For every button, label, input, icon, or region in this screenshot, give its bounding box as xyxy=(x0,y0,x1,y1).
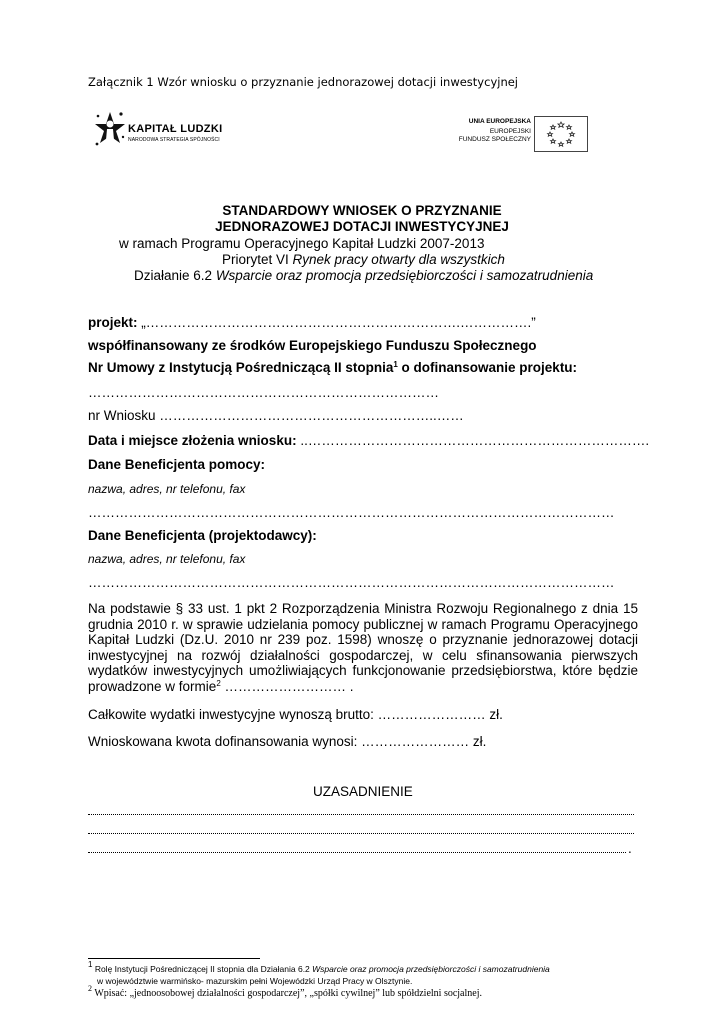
total-expenses-unit: zł. xyxy=(485,707,503,722)
project-label: projekt: xyxy=(88,315,138,330)
application-no-field xyxy=(88,408,464,423)
total-expenses-label: Całkowite wydatki inwestycyjne wynoszą brutto: xyxy=(88,707,378,722)
footnote-rule xyxy=(88,958,260,959)
date-place-field xyxy=(88,433,649,448)
cofinanced-text: współfinansowany ze środków Europejskiego Funduszu Społecznego xyxy=(88,338,537,353)
footnote-1-italic: Wsparcie oraz promocja przedsiębiorczości i samozatrudnienia xyxy=(312,964,550,974)
eu-logo-text xyxy=(440,118,531,150)
application-no-dots[interactable]: ……………………………………………………..…… xyxy=(159,408,464,423)
kapital-ludzki-subtitle: NARODOWA STRATEGIA SPÓJNOŚCI xyxy=(128,137,220,143)
footnote-1 xyxy=(88,960,550,974)
annex-title: Załącznik 1 Wzór wniosku o przyznanie jednorazowej dotacji inwestycyjnej xyxy=(88,75,518,89)
agreement-label-text: Nr Umowy z Instytucją Pośredniczącą II stopnia xyxy=(88,360,394,375)
beneficiary-aid-dots[interactable]: ……………………………………………………………………………………………………… xyxy=(88,505,615,520)
project-field xyxy=(88,315,536,330)
total-expenses-field xyxy=(88,707,503,722)
footnote-1-mark: 1 xyxy=(88,960,93,969)
kapital-ludzki-logo-icon xyxy=(94,110,126,150)
agreement-label xyxy=(88,360,577,375)
footnote-2 xyxy=(88,984,482,999)
beneficiary-aid-hint: nazwa, adres, nr telefonu, fax xyxy=(88,482,246,496)
footnote-1-text: Rolę Instytucji Pośredniczącej II stopnia dla Działania 6.2 xyxy=(92,964,313,974)
date-place-label: Data i miejsce złożenia wniosku: xyxy=(88,433,297,448)
footnote-ref-2: 2 xyxy=(216,678,221,688)
justification-heading: UZASADNIENIE xyxy=(313,784,413,799)
priority-label: Priorytet VI xyxy=(222,252,293,267)
eu-line-3: FUNDUSZ SPOŁECZNY xyxy=(458,136,531,143)
footnote-1-line-2: w województwie warmińsko- mazurskim pełni Wojewódzki Urząd Pracy w Olsztynie. xyxy=(97,976,413,986)
eu-line-1: UNIA EUROPEJSKA xyxy=(468,118,531,125)
eu-flag-icon xyxy=(534,116,588,152)
beneficiary-project-hint: nazwa, adres, nr telefonu, fax xyxy=(88,552,246,566)
justification-line-3[interactable] xyxy=(88,850,626,853)
beneficiary-project-dots[interactable]: ……………………………………………………………………………………………………… xyxy=(88,575,615,590)
footnote-2-mark: 2 xyxy=(88,984,92,993)
title-line-5 xyxy=(134,268,593,283)
title-line-4 xyxy=(222,252,505,267)
agreement-label-suffix: o dofinansowanie projektu: xyxy=(397,360,578,375)
justification-end-mark: . xyxy=(628,841,632,856)
requested-amount-label: Wnioskowana kwota dofinansowania wynosi: xyxy=(88,734,362,749)
total-expenses-value[interactable]: …………………… xyxy=(377,707,486,722)
date-place-dots[interactable]: ..…………………………………………………………………. xyxy=(296,433,650,448)
requested-amount-value[interactable]: …………………… xyxy=(361,734,470,749)
title-line-3: w ramach Programu Operacyjnego Kapitał Ludzki 2007-2013 xyxy=(119,236,485,251)
beneficiary-project-label: Dane Beneficjenta (projektodawcy): xyxy=(88,528,317,543)
eu-line-2: EUROPEJSKI xyxy=(489,128,531,135)
project-dots[interactable]: „…………………………………………………………….…………….” xyxy=(137,315,536,330)
title-line-1: STANDARDOWY WNIOSEK O PRZYZNANIE xyxy=(222,203,502,218)
agreement-dots[interactable]: …………………………………………………………………… xyxy=(88,385,439,400)
beneficiary-aid-label: Dane Beneficjenta pomocy: xyxy=(88,457,266,472)
justification-line-2[interactable] xyxy=(88,831,634,834)
request-paragraph-end[interactable]: ……………………… . xyxy=(220,678,354,694)
footnote-ref-1: 1 xyxy=(393,360,398,369)
requested-amount-unit: zł. xyxy=(469,734,487,749)
measure-name: Wsparcie oraz promocja przedsiębiorczości i samozatrudnienia xyxy=(215,268,594,283)
kapital-ludzki-title: KAPITAŁ LUDZKI xyxy=(128,123,223,135)
title-line-2: JEDNORAZOWEJ DOTACJI INWESTYCYJNEJ xyxy=(215,219,509,234)
measure-label: Działanie 6.2 xyxy=(134,268,216,283)
justification-line-1[interactable] xyxy=(88,812,634,815)
request-paragraph xyxy=(88,601,638,694)
priority-name: Rynek pracy otwarty dla wszystkich xyxy=(292,252,505,267)
footnote-2-text: Wpisać: „jednoosobowej działalności gospodarczej”, „spółki cywilnej” lub spółdzielni socjalnej. xyxy=(92,988,482,999)
request-paragraph-text: Na podstawie § 33 ust. 1 pkt 2 Rozporządzenia Ministra Rozwoju Regionalnego z dnia 15 grudnia 2010 r. w sprawie udzielania pomocy publicznej w ramach Programu Operacyjnego Kapitał Ludzki (Dz.U. 2010 nr 239 poz. 1598) wnoszę o przyznanie jednorazowej dotacji inwestycyjnej na rozwój działalności gospodarczej, w celu sfinansowania pierwszych wydatków inwestycyjnych umożliwiających funkcjonowanie przedsiębiorstwa, które będzie prowadzone w formie xyxy=(88,601,638,694)
requested-amount-field xyxy=(88,734,486,749)
application-no-label: nr Wniosku xyxy=(88,408,160,423)
